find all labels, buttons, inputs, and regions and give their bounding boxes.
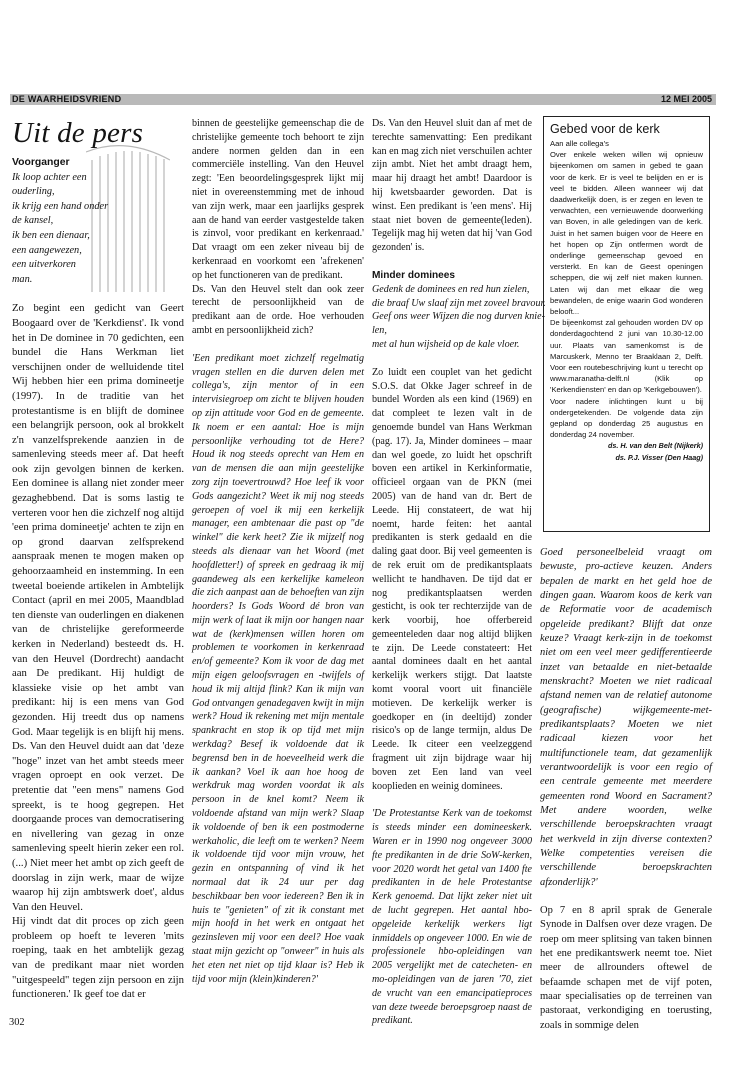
poem-line: Geef ons weer Wijzen die nog durven knie- [372,311,545,323]
body-paragraph: Zo luidt een couplet van het gedicht S.O.S. dat Okke Jager schreef in de bundel Worden als een kind (1969) en dat compleet te lezen valt in de genoemde bundel van Hans Werkman (pag. 17). Ja, Minder dominees – maar dan wel goede, zo luidt het opschrift boven een artikel in Kerkinformatie, officieel orgaan van de PKN (mei 2005) van de hand van dr. Bert de Leede. Hij constateert, de wat hij noemt, harde feiten: het aantal predikanten is sterk gedaald en die daling gaat door. Bij veel gemeenten is de rek eruit om de predikantsplaats wellicht te handhaven. De tijd dat er nog predikantsplaatsen werden gesticht, is ook ter rechterzijde van de kerk voorbij, hoe offerbereid gemeenteleden daar nog altijd blijken te zijn. De Leede constateert: Het aantal dominees daalt en het aantal kerkelijk werkers stijgt. Dat laatste komt vooral voort uit financiële motieven. De kerkelijk werker is goedkoper en (in deeltijd) zonder risico's op de lange termijn, aldus De Leede. Ik citeer een veelzeggend fragment uit zijn bijdrage waar hij boven zet Een land van veel kooplieden en weinig dominees. [372,366,532,792]
quote-paragraph: 'Een predikant moet zichzelf regelmatig vragen stellen en die durven delen met collega's, zijn mentor of in een intervisiegroep om zicht te blijven houden op zijn attitude voor God en de gemeente. Ik noem er een aantal: Hoe is mijn persoonlijke verhouding tot de Here? Houd ik nog steeds oprecht van Hem en van de mensen die aan mijn geestelijke zorg zijn toevertrouwd? Hoe leef ik voor Gods aangezicht? Weet ik mij nog steeds geroepen of voel ik mij een kerkelijk manager, een ambtenaar die past op "de winkel" die kerk heet? Zie ik mijzelf nog steeds als dienaar van het Woord (met hoofdletter!) of spreek en gedraag ik mij gaandeweg als een kerkelijke kameleon die zich aanpast aan de behoeften van zijn hoorders? Is Gods Woord dé bron van mijn werk of laat ik mijn oor hangen naar wat de (kerk)mensen willen horen om problemen te voorkomen in kerkenraad en/of gemeente? Kom ik voor de dag met mijn eigen geloofsvragen en -twijfels of houd ik mij altijd flink? Kan ik mijn van God ontvangen genadegaven kwijt in mijn werk? Houd ik rekening met mijn mentale spankracht en stop ik op tijd met mijn werkdag? Besef ik voldoende dat ik begrensd ben in de hoeveelheid werk die ik aankan? Voel ik aan hoe hoog de werkdruk mag worden voordat ik als persoon in de knel komt? Neem ik voldoende afstand van mijn werk? Slaap ik voldoende of ben ik een postmoderne werkaholic, die leeft om te werken? Neem ik voldoende tijd voor mijn vrouw, het gezin en ontspanning of vind ik het normaal dat ik 24 uur per dag beschikbaar ben voor iedereen? Ben ik in huis te "genieten" of zit ik constant met mijn hoofd in het werk en ontgaat het gezinsleven mij voor een deel? Hoe vaak staat mijn gezicht op "onweer" in huis als het eten net niet op tijd klaar is? Heb ik tijd voor mijn (klein)kinderen?' [192,352,364,985]
column-1 [12,156,184,1002]
poem-line: len, [372,325,387,337]
poem-line: man. [12,273,33,285]
poem-line: een aangewezen, [12,244,82,256]
poem-line: een uitverkoren [12,259,76,271]
poem-title: Voorganger [12,157,70,168]
notice-paragraph: Over enkele weken willen wij opnieuw bijeenkomen om samen in gebed te gaan voor de kerk. Er is veel te belijden en er is veel te bidden. Alleen wanneer wij dat daadwerkelijk doen, is er zegen en leven te verwachten, een vernieuwende doorwerking van Boven, in alle geledingen van de kerk. Juist in het samen buigen voor de Heere en het hopen op Zijn ontfermen wordt de onderlinge gemeenschap gevoed en versterkt. En kan de Geest openingen scheppen, die wij zelf niet maken kunnen. Laten wij dan met elkaar die weg bewandelen, de enige waarin God wonderen belooft... [550,150,703,317]
column-3 [372,117,546,1028]
poem-line: ouderling, [12,186,55,198]
notice-greeting: Aan alle collega's [550,139,609,148]
body-paragraph: Ds. Van den Heuvel sluit dan af met de terechte samenvatting: Een predikant kan en mag zich niet verschuilen achter zijn ambt. Niet het ambt draagt hem, maar hij draagt het ambt! Daardoor is hij kwetsbaarder geworden. Dat is winst. Een predikant is 'een mens'. Hij staat niet boven de gemeente(leden). Tegelijk mag hij weten dat hij 'van God gezonden' is. [372,118,532,254]
body-paragraph: Hij vindt dat dit proces op zich geen probleem op hoeft te leveren 'mits roeping, taak en het ambtelijk gezag van de predikant maar niet worden "uitgespeeld" tegen zijn persoon en zijn functioneren.' Ik geef toe dat er [12,915,184,1001]
poem-line: die braaf Uw slaaf zijn met zoveel bravour. [372,297,546,309]
poem-line: ik krijg een hand onder [12,200,109,212]
notice-paragraph: Voor nadere inlichtingen kunt u bij ondergetekenden. De volgende data zijn gepland op donderdag 25 augustus en donderdag 24 november. [550,396,703,440]
body-paragraph: Zo begint een gedicht van Geert Boogaard over de 'Kerkdienst'. Ik vond het in De dominee in 70 gedichten, een bundel die Hans Werkman liet verschijnen onder de welluidende titel Wij hebben hier een prima domineetje (1997). In de traditie van het protestantisme is en blijft de dominee een belangrijk persoon, ook al brokkelt z'n vanzelfsprekende aanzien in de samenleving steeds meer af. Dat heeft ook zijn gevolgen binnen de kerken. Een dominee is allang niet zonder meer gezaghebbend. Dat is soms lastig te verteren voor hen die zichzelf nog altijd 'een prima domineetje' achten te zijn en op grond daarvan zelfsprekend aanspraak menen te mogen maken op gehoorzaamheid en instemming. In een tweetal boeiende artikelen in Ambtelijk Contact (april en mei 2005, Maandblad ten dienste van ouderlingen en diakenen van de christelijke gereformeerde kerken in Nederland) besteedt ds. H. van den Heuvel (Dordrecht) aandacht aan De predikant. Hij huldigt de klassieke visie op het ambt van predikant: hij is een mens van God gezonden. Hij treedt dus op namens God. Maar tegelijk is en blijft hij mens. Ds. Van den Heuvel duidt aan dat 'deze "hoge" inzet van het ambt steeds meer vragen oproept en ook verzet. De pretentie dat "een mens" namens God spreekt, is te hoog gegrepen. Het doorgaande proces van democratisering en nivellering van gezag in onze samenleving speelt hierin zeker een rol. (...) Niet meer het ambt op zich geeft de doorslag in zijn werk, maar de wijze waarop hij zijn ambtswerk doet', aldus Van den Heuvel. [12,302,184,913]
body-paragraph: Op 7 en 8 april sprak de Generale Synode in Dalfsen over deze vragen. De roep om meer splitsing van taken binnen het ene predikantswerk neemt toe. Niet meer de allrounders oftewel de befaamde schapen met de vijf poten, maar specialisaties op de terreinen van pastoraat, verkondiging en toerusting, zoals in sommige delen [540,904,712,1031]
page-title: Uit de pers [12,117,144,149]
column-4 [540,546,712,1033]
notice-title: Gebed voor de kerk [550,122,660,136]
notice-signature: ds. P.J. Visser (Den Haag) [615,452,703,462]
notice-signature: ds. H. van den Belt (Nijkerk) [607,441,703,451]
header-date: 12 MEI 2005 [660,94,712,104]
quote-paragraph: 'De Protestantse Kerk van de toekomst is steeds minder een domineeskerk. Waren er in 1990 nog ongeveer 3000 fte predikanten in de drie SoW-kerken, voor 2020 wordt het getal van 1400 fte predikanten in de hele Protestantse Kerk genoemd. Dat lijkt zeker niet uit de lucht gegrepen. Het aantal hbo-opgeleide kerkelijk werkers ligt inmiddels op ongeveer 1000. En wie de professionele hbo-opleidingen van 2005 vergelijkt met de catecheten- en mo-opleidingen van de jaren '70, ziet de vrucht van een emancipatieproces van deze tweede beroepsgroep naast de predikant. [372,808,532,1027]
notice-paragraph: De bijeenkomst zal gehouden worden DV op donderdagochtend 2 juni van 10.30-12.00 uur. Plaats van samenkomst is de Marcuskerk, Menno ter Braaklaan 2, Delft. Voor een routebeschrijving kunt u terecht op www.maranatha-delft.nl (Klik op 'Kerkendiensten' en dan op 'Kerkgebouwen'). [550,318,703,395]
body-paragraph: Ds. Van den Heuvel stelt dan ook zeer terecht de persoonlijkheid van de predikant aan de orde. Hoe verhouden ambt en persoonlijkheid zich? [192,283,364,336]
running-header [10,94,716,105]
poem-line: Gedenk de dominees en red hun zielen, [372,283,530,295]
header-publication: DE WAARHEIDSVRIEND [12,94,122,104]
prayer-notice-box [543,116,710,532]
poem-line: de kansel, [12,215,54,227]
poem-line: ik ben een dienaar, [12,229,90,241]
column-2 [192,117,364,986]
quote-paragraph: Goed personeelbeleid vraagt om bewuste, pro-actieve keuzen. Anders bepalen de markt en het geld hoe de dingen gaan. Waarom koos de kerk van de Reformatie voor de academisch opgeleide predikant? Blijft dat onze keuze? Vraagt kerk-zijn in de toekomst niet om een veel meer gedifferentieerde inzet van betaalde en niet-betaalde menskracht? Moeten we niet radicaal afstand nemen van de relatief autonome (geografische) wijkgemeente-met-predikantsplaats? Moeten we niet radicaal kiezen voor het multifunctionele team, dat gezamenlijk verantwoordelijk is voor een regio of een centrale gemeente met meerdere gemeenten rond Woord en Sacrament? Met andere woorden, welke verschillende beroepskrachten vraagt het werkveld in zijn diverse contexten? Welke competenties vereisen die verschillende beroepskrachten afzonderlijk?' [540,547,712,888]
poem-line: Ik loop achter een [12,171,87,183]
poem-line: met al hun wijsheid op de kale vloer. [372,338,520,350]
body-paragraph: binnen de geestelijke gemeenschap die de christelijke gemeente toch behoort te zijn andere normen gelden dan in een commerciële instelling. Van den Heuvel zegt: 'Een beoordelingsgesprek lijkt mij niet in overeenstemming met de inhoud van zijn werk, maar een jaarlijks gesprek aan de hand van eerder vastgestelde taken is zinvol, voor predikant en kerkenraad.' Dat vraagt om een zeker niveau bij de kerkenraad en voorkomt een 'afrekenen' op het functioneren van de predikant. [192,118,364,281]
section-heading: Minder dominees [372,269,456,281]
page-number: 302 [9,1017,25,1028]
